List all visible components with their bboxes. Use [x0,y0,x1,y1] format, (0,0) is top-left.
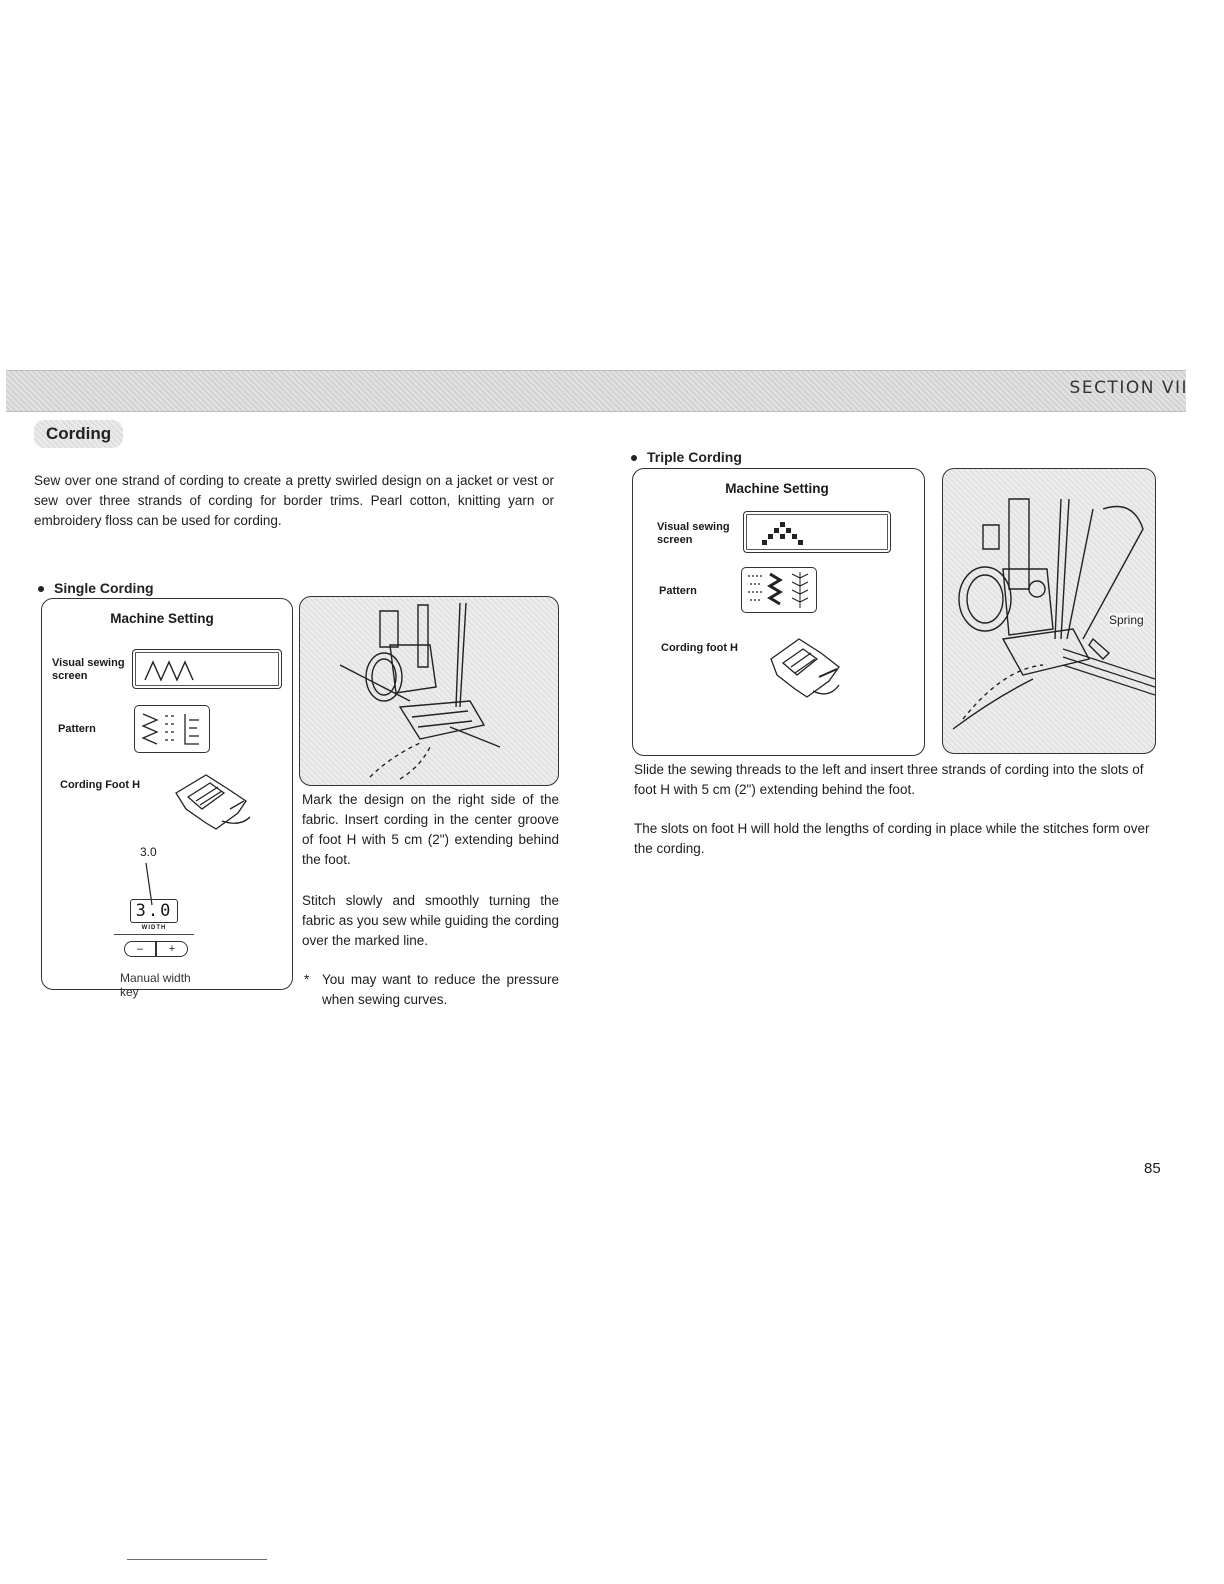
triple-pattern-display [741,567,817,613]
width-value-label: 3.0 [140,845,157,859]
sewing-foot-spring-illustration [943,469,1155,753]
bullet-icon [38,586,44,592]
cording-foot-icon [166,771,258,841]
single-machine-setting-panel [41,598,293,999]
single-cording-heading: Single Cording [38,580,154,596]
width-divider [114,934,194,935]
bullet-icon [631,455,637,461]
single-cording-photo [299,596,559,786]
note-asterisk: * [304,972,310,987]
visual-sewing-screen [743,511,891,553]
single-para-2: Stitch slowly and smoothly turning the fabric as you sew while guiding the cording over the marked line. [302,893,559,948]
width-caption: WIDTH [141,925,167,931]
cording-foot-label: Cording Foot H [60,779,141,791]
width-minus-button[interactable]: – [124,941,156,957]
visual-sewing-label: Visual sewing screen [657,521,730,546]
single-note: You may want to reduce the pressure when sewing curves. [322,972,559,1007]
single-para-1: Mark the design on the right side of the fabric. Insert cording in the center groove of foot H with 5 cm (2") extending behind the foot. [302,792,559,867]
section-band [6,370,1186,412]
pattern-stitch-icon [742,568,816,612]
triple-para-2: The slots on foot H will hold the lengths of cording in place while the stitches form over the cording. [634,821,1150,856]
cording-foot-icon [763,633,855,713]
triple-machine-setting-panel [632,468,925,756]
visual-sewing-label: Visual sewing screen [52,657,125,682]
pattern-label: Pattern [58,723,96,735]
page-title: Cording [34,420,123,448]
panel-title: Machine Setting [725,481,829,496]
width-plus-button[interactable]: + [156,941,188,957]
single-pattern-display [134,705,210,753]
footer-rule [127,1559,267,1560]
panel-title: Machine Setting [110,611,214,626]
page-number: 85 [1144,1160,1161,1177]
pattern-label: Pattern [659,585,697,597]
width-display: 3.0 [130,899,178,923]
triple-para-1: Slide the sewing threads to the left and insert three strands of cording into the slots of foot H with 5 cm (2") extending behind the foot. [634,762,1144,797]
sewing-foot-illustration [300,597,558,785]
intro-paragraph: Sew over one strand of cording to create a pretty swirled design on a jacket or vest or sew over three strands of cording for border trims. Pearl cotton, knitting yarn or embroidery floss can be used for cording. [34,473,554,528]
spring-label: Spring [1109,613,1144,627]
pattern-stitch-icon [135,706,209,752]
section-label: SECTION VII [1069,378,1188,398]
visual-sewing-screen [132,649,282,689]
pyramid-stitch-icon [756,516,816,550]
manual-width-key-label: Manual width key [120,971,191,999]
triple-cording-photo [942,468,1156,754]
cording-foot-label: Cording foot H [661,642,738,654]
zigzag-stitch-icon [143,656,203,686]
triple-cording-heading: Triple Cording [631,449,742,465]
